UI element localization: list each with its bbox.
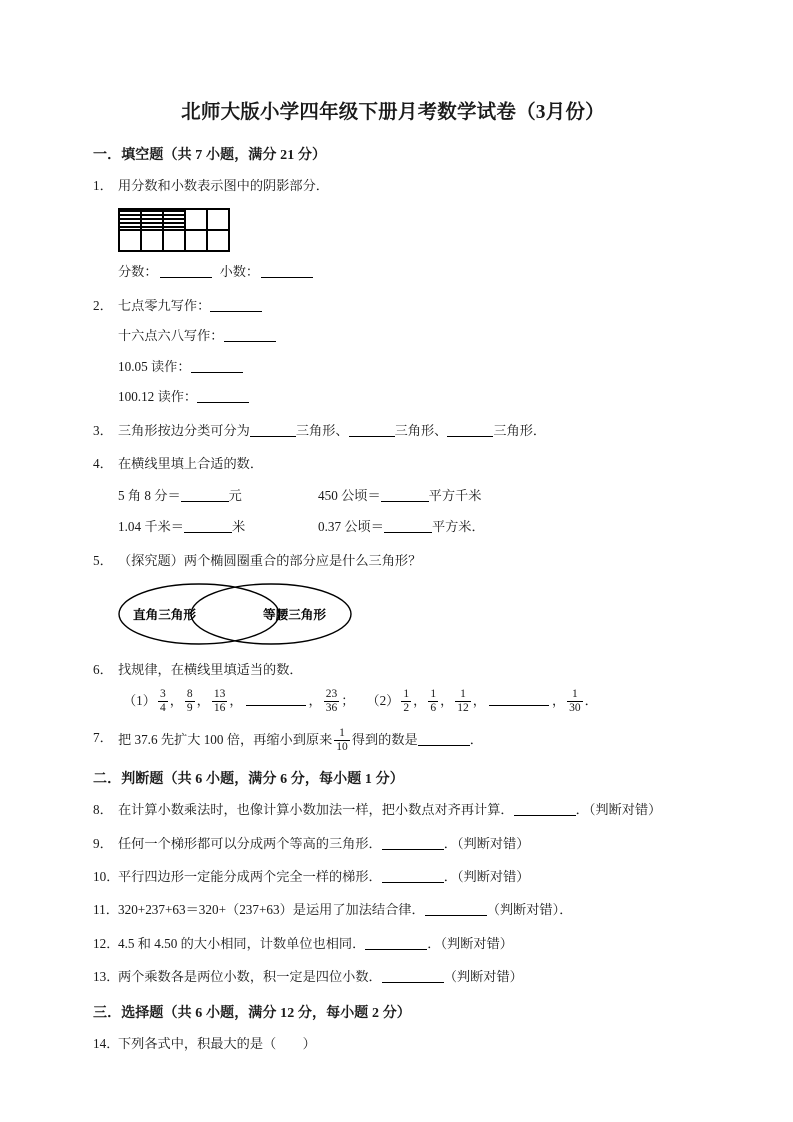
question-6-text: 找规律，在横线里填适当的数．	[118, 661, 303, 677]
question-12	[93, 934, 693, 954]
page-title: 北师大版小学四年级下册月考数学试卷（3月份）	[181, 102, 605, 123]
venn-label-right: 等腰三角形	[263, 606, 326, 622]
grid-column-2	[142, 210, 164, 250]
question-10	[93, 867, 693, 887]
sep: ，	[169, 693, 183, 709]
question-5-number: 5．	[93, 552, 113, 568]
fraction-3-4	[158, 688, 168, 714]
question-9	[93, 834, 693, 854]
question-6-sequences	[123, 689, 693, 715]
sep: ，	[229, 693, 243, 709]
fraction-numerator: 1	[334, 727, 350, 740]
question-4-number: 4．	[93, 456, 113, 472]
question-12-text	[118, 934, 693, 954]
question-6-group-1-label: （1）	[123, 693, 156, 709]
question-3-part-4: 三角形．	[493, 422, 547, 438]
question-1-answers	[118, 262, 693, 282]
question-6-blank-2[interactable]	[489, 694, 549, 707]
question-1-number: 1．	[93, 178, 113, 193]
question-5-text: （探究题）两个椭圆圈重合的部分应是什么三角形？	[118, 552, 422, 568]
question-8-number: 8．	[93, 802, 113, 818]
question-4-item-2-pre: 450 公顷＝	[318, 487, 381, 503]
question-4-item-1-pre: 5 角 8 分＝	[118, 487, 181, 503]
question-12-number: 12．	[93, 935, 120, 951]
question-4-item-3-pre: 1.04 千米＝	[118, 519, 184, 535]
question-12-statement: 4.5 和 4.50 的大小相同，计数单位也相同．	[118, 935, 366, 951]
question-13-blank[interactable]	[382, 970, 444, 984]
question-4-item-2	[318, 486, 693, 506]
grid-cell-empty	[186, 210, 206, 231]
question-11-number: 11．	[93, 902, 119, 918]
question-2-number: 2．	[93, 297, 113, 313]
question-4-item-2-unit: 平方千米	[428, 487, 482, 503]
question-3-part-2: 三角形、	[295, 422, 349, 438]
question-2-blank-1[interactable]	[210, 298, 262, 312]
fraction-denominator: 6	[430, 701, 437, 714]
fraction-numerator: 8	[186, 688, 193, 701]
question-14	[93, 1034, 693, 1054]
sep: ，	[196, 693, 210, 709]
fraction-1-30	[567, 688, 583, 714]
fraction-denominator: 30	[569, 701, 581, 714]
sep: ，	[551, 693, 566, 709]
question-13	[93, 967, 693, 987]
fraction-denominator: 2	[403, 701, 410, 714]
grid-cell-empty	[120, 231, 140, 250]
grid-column-4	[186, 210, 208, 250]
question-12-punct: ．	[427, 935, 441, 951]
question-9-text	[118, 834, 693, 854]
grid-cell-empty	[142, 231, 162, 250]
question-11	[93, 900, 693, 920]
fraction-1-12	[455, 688, 471, 714]
question-12-blank[interactable]	[365, 936, 427, 950]
fraction-numerator: 1	[455, 688, 471, 701]
question-6-group-2-label: （2）	[366, 693, 400, 709]
question-2-line-2-text: 十六点六八写作：	[118, 328, 224, 344]
section-heading-multiple-choice: 三．选择题（共 6 小题，满分 12 分，每小题 2 分）	[93, 1005, 411, 1021]
question-11-text	[118, 900, 693, 920]
question-8-tag: （判断对错）	[588, 802, 662, 818]
fraction-numerator: 1	[403, 688, 410, 701]
question-10-blank[interactable]	[382, 869, 444, 883]
question-9-number: 9．	[93, 835, 113, 851]
question-1	[93, 176, 693, 283]
page-content	[93, 96, 693, 1067]
question-11-blank[interactable]	[425, 903, 487, 917]
question-3-text	[118, 421, 693, 441]
question-14-text: 下列各式中，积最大的是（ ）	[118, 1035, 316, 1051]
question-2-line-3-text: 10.05 读作：	[118, 358, 191, 374]
fraction-13-16	[212, 688, 228, 714]
group-1-end: ；	[341, 693, 355, 709]
question-10-number: 10．	[93, 868, 120, 884]
question-2-blank-2[interactable]	[224, 329, 276, 343]
fraction-numerator: 1	[430, 688, 437, 701]
question-10-punct: ．	[443, 868, 457, 884]
question-3-number: 3．	[93, 422, 113, 438]
fraction-denominator: 12	[457, 701, 469, 714]
decimal-answer-blank[interactable]	[261, 265, 313, 279]
question-1-text: 用分数和小数表示图中的阴影部分．	[118, 178, 329, 193]
venn-label-left: 直角三角形	[133, 606, 196, 622]
question-2-blank-3[interactable]	[191, 359, 243, 373]
question-8	[93, 800, 693, 820]
question-4-item-4-unit: 平方米．	[431, 519, 485, 535]
question-11-statement: 320+237+63＝320+（237+63）是运用了加法结合律．	[118, 902, 425, 918]
question-13-number: 13．	[93, 969, 120, 985]
question-7-part-1: 把 37.6 先扩大 100 倍，再缩小到原来	[118, 732, 333, 748]
question-7-part-2: 得到的数是	[351, 732, 418, 748]
question-8-statement: 在计算小数乘法时，也像计算小数加法一样，把小数点对齐再计算．	[118, 802, 514, 818]
fraction-answer-blank[interactable]	[160, 265, 212, 279]
question-7-number: 7．	[93, 730, 113, 746]
question-3-part-1: 三角形按边分类可分为	[118, 422, 250, 438]
question-7-text	[118, 728, 693, 754]
question-9-punct: ．	[443, 835, 457, 851]
question-7-blank[interactable]	[418, 733, 470, 747]
question-10-text	[118, 867, 693, 887]
grid-cell-shaded	[142, 210, 162, 231]
question-4-item-3-unit: 米	[231, 519, 246, 535]
question-13-text	[118, 967, 693, 987]
question-6	[93, 660, 693, 715]
grid-cell-shaded	[120, 210, 140, 231]
fraction-1-10	[334, 727, 350, 753]
fraction-denominator: 4	[159, 701, 166, 714]
fraction-1-2	[401, 688, 411, 714]
question-2-line-2	[118, 326, 693, 346]
question-8-text	[118, 800, 693, 820]
fraction-denominator: 10	[336, 740, 348, 753]
grid-cell-empty	[208, 231, 228, 250]
question-6-blank-1[interactable]	[246, 694, 306, 707]
fraction-1-6	[428, 688, 438, 714]
group-2-end: ．	[584, 693, 598, 709]
section-heading-fill-in-blank: 一．填空题（共 7 小题，满分 21 分）	[93, 148, 327, 163]
question-2	[93, 296, 693, 408]
question-4-row-2	[118, 517, 693, 537]
question-13-statement: 两个乘数各是两位小数，积一定是四位小数．	[118, 969, 382, 985]
question-3-part-3: 三角形、	[394, 422, 448, 438]
fraction-numerator: 1	[567, 688, 583, 701]
question-6-number: 6．	[93, 661, 113, 677]
question-2-line-1-text: 七点零九写作：	[118, 297, 211, 313]
fraction-numerator: 3	[159, 688, 166, 701]
fraction-23-36	[324, 688, 340, 714]
fraction-numerator: 23	[325, 688, 338, 701]
question-4-item-4-pre: 0.37 公顷＝	[318, 519, 384, 535]
grid-cell-empty	[208, 210, 228, 231]
question-7	[93, 728, 693, 754]
question-3-blank-1[interactable]	[250, 423, 296, 437]
question-4-row-1	[118, 486, 693, 506]
question-4-item-1-unit: 元	[228, 487, 242, 503]
question-3	[93, 421, 693, 441]
question-10-statement: 平行四边形一定能分成两个完全一样的梯形．	[118, 868, 382, 884]
question-9-blank[interactable]	[382, 836, 444, 850]
question-2-line-4	[118, 387, 693, 407]
question-4	[93, 454, 693, 537]
question-3-blank-3[interactable]	[447, 423, 493, 437]
sep: ，	[413, 693, 427, 709]
fraction-numerator: 13	[213, 688, 226, 701]
question-13-tag: （判断对错）	[443, 969, 523, 985]
sep: ，	[308, 693, 322, 709]
question-9-tag: （判断对错）	[456, 835, 530, 851]
question-2-line-3	[118, 357, 693, 377]
grid-cell-empty	[164, 231, 184, 250]
venn-diagram	[111, 581, 371, 647]
question-4-text: 在横线里填上合适的数．	[118, 456, 264, 472]
grid-column-5	[208, 210, 228, 250]
question-4-blank-1[interactable]	[181, 488, 229, 502]
question-2-line-4-text: 100.12 读作：	[118, 389, 198, 405]
question-5	[93, 551, 693, 647]
fraction-8-9	[185, 688, 195, 714]
question-7-part-3: ．	[469, 732, 483, 748]
grid-cell-empty	[186, 231, 206, 250]
sep: ，	[440, 693, 454, 709]
grid-cell-shaded	[164, 210, 184, 231]
question-4-blank-4[interactable]	[384, 520, 432, 534]
sep: ，	[472, 693, 486, 709]
question-4-blank-3[interactable]	[184, 520, 232, 534]
question-12-tag: （判断对错）	[440, 935, 513, 951]
grid-column-3	[164, 210, 186, 250]
question-4-item-1	[118, 486, 318, 506]
question-4-item-4	[318, 517, 693, 537]
question-2-line-1	[118, 296, 693, 316]
question-8-blank[interactable]	[514, 803, 576, 817]
question-3-blank-2[interactable]	[349, 423, 395, 437]
shaded-grid-figure	[118, 208, 230, 252]
question-10-tag: （判断对错）	[456, 868, 530, 884]
question-9-statement: 任何一个梯形都可以分成两个等高的三角形．	[118, 835, 382, 851]
question-2-blank-4[interactable]	[197, 390, 249, 404]
section-heading-true-false: 二．判断题（共 6 小题，满分 6 分，每小题 1 分）	[93, 772, 404, 788]
fraction-denominator: 16	[213, 701, 226, 714]
grid-column-1	[120, 210, 142, 250]
question-14-number: 14．	[93, 1035, 120, 1051]
fraction-denominator: 9	[186, 701, 193, 714]
question-4-item-3	[118, 517, 318, 537]
fraction-answer-label: 分数：	[118, 264, 158, 280]
question-11-tag: （判断对错）．	[486, 902, 573, 918]
question-8-punct: ．	[575, 802, 589, 818]
fraction-denominator: 36	[325, 701, 338, 714]
decimal-answer-label: 小数：	[219, 264, 260, 280]
question-4-blank-2[interactable]	[381, 488, 429, 502]
